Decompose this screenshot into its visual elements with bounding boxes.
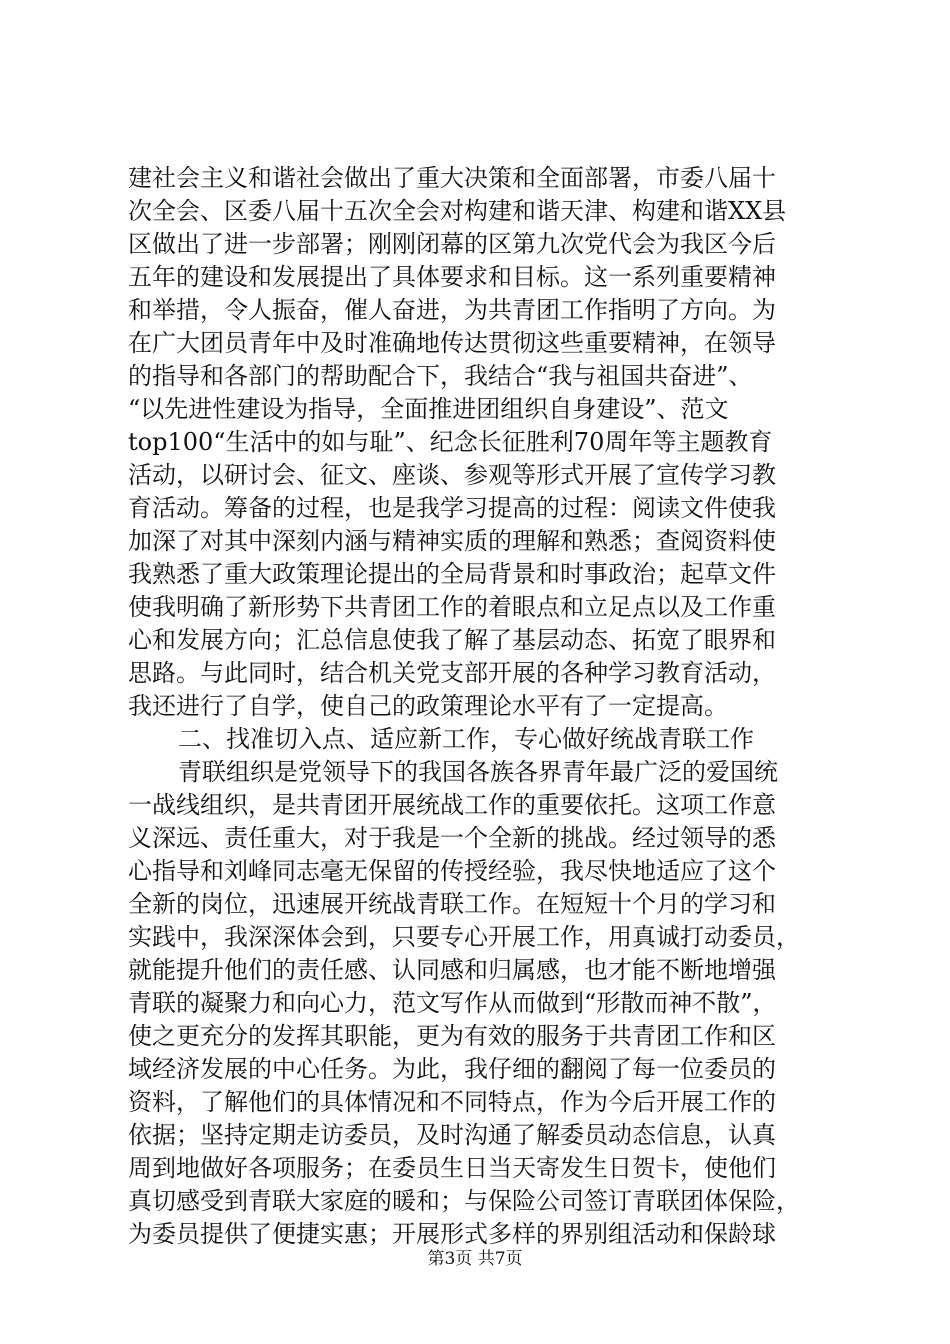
text-line: 就能提升他们的责任感、认同感和归属感，也才能不断地增强 — [128, 956, 776, 984]
text-line: 在广大团员青年中及时准确地传达贯彻这些重要精神，在领导 — [128, 329, 776, 357]
text-line: 全新的岗位，迅速展开统战青联工作。在短短十个月的学习和 — [128, 890, 776, 918]
text-line: 依据；坚持定期走访委员，及时沟通了解委员动态信息，认真 — [128, 1121, 776, 1149]
text-line: 青联组织是党领导下的我国各族各界青年最广泛的爱国统 — [178, 758, 778, 786]
text-line: 青联的凝聚力和向心力，范文写作从而做到“形散而神不散”， — [128, 989, 777, 1017]
text-line: 域经济发展的中心任务。为此，我仔细的翻阅了每一位委员的 — [128, 1055, 776, 1083]
text-line: “以先进性建设为指导，全面推进团组织自身建设”、范文 — [128, 395, 729, 423]
text-line: 我还进行了自学，使自己的政策理论水平有了一定提高。 — [128, 692, 728, 720]
text-line: 育活动。筹备的过程，也是我学习提高的过程：阅读文件使我 — [128, 494, 776, 522]
text-line: 和举措，令人振奋，催人奋进，为共青团工作指明了方向。为 — [128, 296, 776, 324]
text-line: 区做出了进一步部署；刚刚闭幕的区第九次党代会为我区今后 — [128, 230, 776, 258]
text-line: 使我明确了新形势下共青团工作的着眼点和立足点以及工作重 — [128, 593, 776, 621]
text-line: 使之更充分的发挥其职能，更为有效的服务于共青团工作和区 — [128, 1022, 776, 1050]
text-line: 实践中，我深深体会到，只要专心开展工作，用真诚打动委员， — [128, 923, 800, 951]
page-footer: 第3页 共7页 — [427, 1249, 523, 1269]
text-line: 义深远、责任重大，对于我是一个全新的挑战。经过领导的悉 — [128, 824, 776, 852]
text-line: top100“生活中的如与耻”、纪念长征胜利70周年等主题教育 — [128, 428, 773, 456]
text-line: 活动，以研讨会、征文、座谈、参观等形式开展了宣传学习教 — [128, 461, 776, 489]
text-line: 心指导和刘峰同志毫无保留的传授经验，我尽快地适应了这个 — [128, 857, 776, 885]
text-line: 五年的建设和发展提出了具体要求和目标。这一系列重要精神 — [128, 263, 776, 291]
text-line: 心和发展方向；汇总信息使我了解了基层动态、拓宽了眼界和 — [128, 626, 776, 654]
text-line: 我熟悉了重大政策理论提出的全局背景和时事政治；起草文件 — [128, 560, 776, 588]
text-line: 加深了对其中深刻内涵与精神实质的理解和熟悉；查阅资料使 — [128, 527, 776, 555]
text-line: 的指导和各部门的帮助配合下，我结合“我与祖国共奋进”、 — [128, 362, 753, 390]
text-line: 二、找准切入点、适应新工作，专心做好统战青联工作 — [178, 725, 754, 753]
text-line: 资料，了解他们的具体情况和不同特点，作为今后开展工作的 — [128, 1088, 776, 1116]
text-line: 为委员提供了便捷实惠；开展形式多样的界别组活动和保龄球 — [128, 1220, 776, 1248]
text-line: 周到地做好各项服务；在委员生日当天寄发生日贺卡，使他们 — [128, 1154, 776, 1182]
document-body — [128, 162, 848, 1251]
text-line: 一战线组织，是共青团开展统战工作的重要依托。这项工作意 — [128, 791, 776, 819]
text-line: 思路。与此同时，结合机关党支部开展的各种学习教育活动， — [128, 659, 776, 687]
text-line: 真切感受到青联大家庭的暖和；与保险公司签订青联团体保险， — [128, 1187, 800, 1215]
text-line: 建社会主义和谐社会做出了重大决策和全面部署，市委八届十 — [128, 164, 776, 192]
text-line: 次全会、区委八届十五次全会对构建和谐天津、构建和谐XX县 — [128, 197, 787, 225]
